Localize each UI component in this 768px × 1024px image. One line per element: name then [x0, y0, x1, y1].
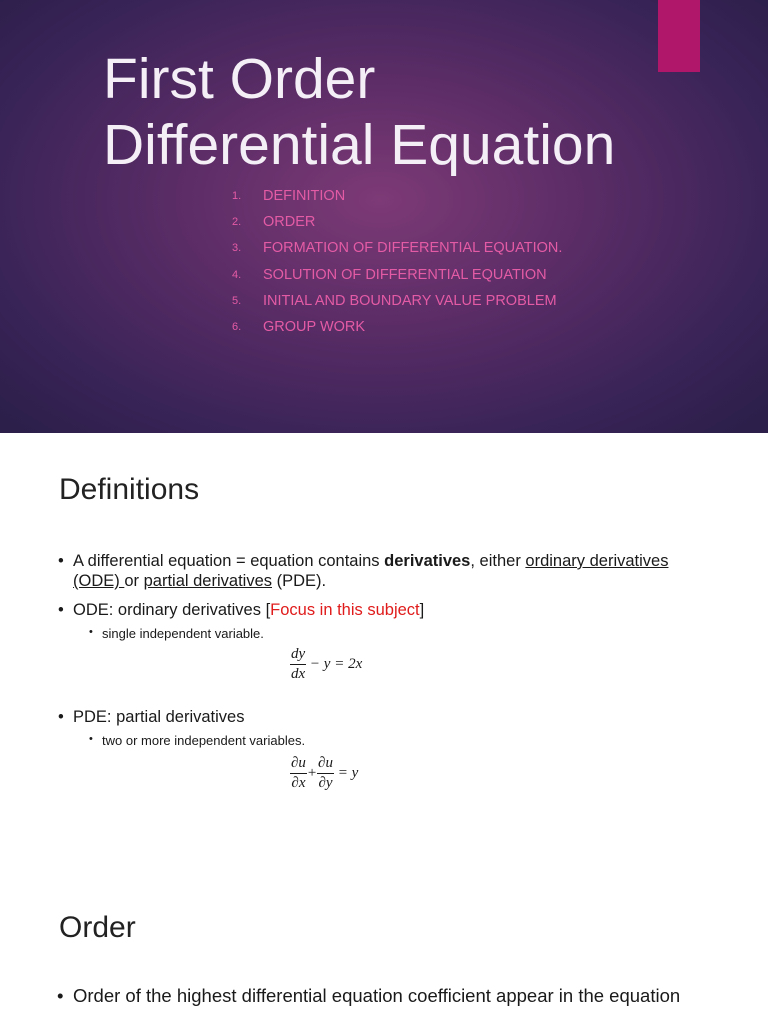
ode-equation: [290, 645, 362, 684]
toc-item: [232, 314, 562, 340]
toc-text: FORMATION OF DIFFERENTIAL EQUATION.: [263, 240, 563, 257]
title-line-2: Differential Equation: [103, 113, 616, 177]
title-slide: [0, 0, 768, 433]
bullet-dot: •: [57, 985, 64, 1006]
toc-number: 1.: [232, 190, 242, 203]
table-of-contents: [232, 183, 562, 340]
bullet-text: A differential equation = equation contains: [73, 552, 385, 570]
denominator: dx: [291, 666, 306, 682]
underlined-text: ordinary derivatives (ODE): [73, 552, 669, 590]
pde-equation: [290, 754, 358, 793]
toc-text: INITIAL AND BOUNDARY VALUE PROBLEM: [263, 292, 557, 309]
plus-sign: +: [306, 764, 318, 781]
toc-text: DEFINITION: [263, 188, 346, 205]
numerator: ∂u: [290, 754, 307, 774]
bullet-dot: •: [58, 601, 64, 619]
sub-bullet-text: two or more independent variables.: [102, 733, 306, 748]
bullet-text: ]: [419, 601, 425, 619]
fraction: [290, 645, 306, 684]
definitions-slide: [0, 433, 768, 1024]
sub-bullet-pde: [89, 733, 306, 748]
toc-text: SOLUTION OF DIFFERENTIAL EQUATION: [263, 266, 547, 283]
bullet-bold-text: derivatives: [384, 552, 471, 570]
toc-number: 5.: [232, 294, 242, 307]
bullet-text: Order of the highest differential equation coefficient appear in the equation: [73, 985, 681, 1006]
toc-number: 3.: [232, 242, 242, 255]
fraction: [317, 754, 334, 793]
equation-rest: = y: [337, 764, 359, 781]
equation-rest: − y = 2x: [309, 655, 363, 672]
toc-number: 6.: [232, 321, 242, 334]
definitions-heading: Definitions: [59, 473, 200, 506]
toc-item: [232, 235, 562, 261]
bullet-text: PDE: partial derivatives: [73, 708, 245, 726]
toc-item: [232, 288, 562, 314]
toc-text: GROUP WORK: [263, 319, 366, 336]
toc-item: [232, 209, 562, 235]
bullet-text: (PDE).: [272, 572, 327, 590]
bullet-dot: •: [58, 552, 64, 570]
numerator: dy: [290, 645, 306, 665]
toc-number: 4.: [232, 268, 242, 281]
sub-bullet-ode: [89, 626, 264, 641]
bullet-text: or: [124, 572, 144, 590]
fraction: [290, 754, 307, 793]
bullet-text: ODE: ordinary derivatives [: [73, 601, 271, 619]
toc-text: ORDER: [263, 214, 316, 231]
title-line-1: First Order: [103, 47, 376, 111]
bullet-differential-equation: [58, 551, 673, 591]
toc-item: [232, 262, 562, 288]
bullet-text: , either: [470, 552, 526, 570]
bullet-dot: •: [89, 733, 93, 745]
sub-bullet-text: single independent variable.: [102, 626, 264, 641]
highlight-text: Focus in this subject: [270, 601, 420, 619]
toc-item: [232, 183, 562, 209]
order-heading: Order: [59, 911, 136, 944]
bullet-dot: •: [89, 626, 93, 638]
bullet-order: [57, 984, 713, 1007]
bullet-pde: [58, 707, 245, 727]
bullet-dot: •: [58, 708, 64, 726]
denominator: ∂y: [318, 775, 333, 791]
bullet-ode: [58, 600, 425, 620]
toc-number: 2.: [232, 216, 242, 229]
denominator: ∂x: [291, 775, 306, 791]
numerator: ∂u: [317, 754, 334, 774]
slide-title: [103, 46, 723, 178]
underlined-text: partial derivatives: [143, 572, 272, 590]
